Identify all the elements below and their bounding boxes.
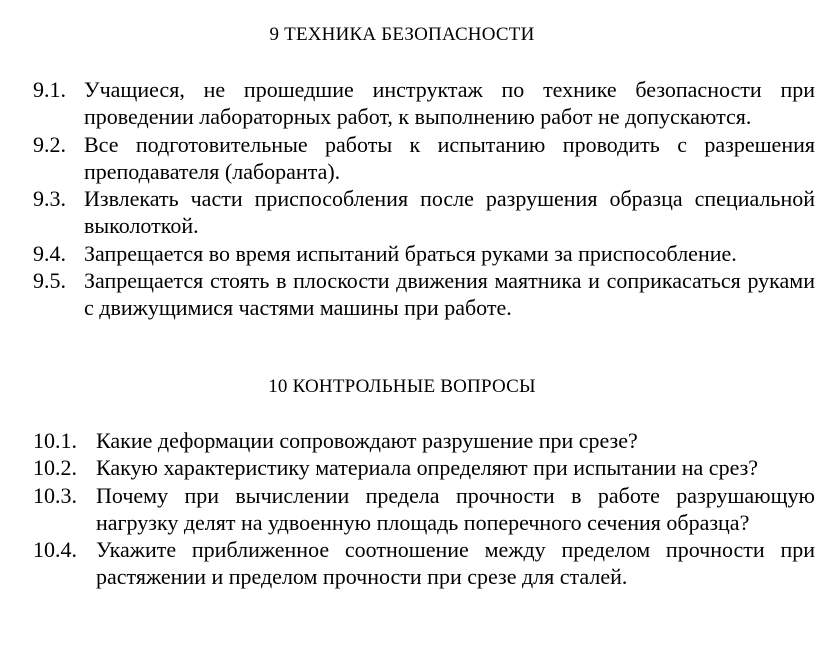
item-number: 10.4.	[33, 537, 77, 563]
item-text: Укажите приближенное соотношение между пределом прочности при растяжении и пределом прочности при срезе для сталей.	[96, 537, 815, 590]
list-item	[33, 76, 815, 131]
item-number: 10.2.	[33, 455, 77, 481]
item-text: Почему при вычислении предела прочности в работе разрушающую нагрузку делят на удвоенную площадь поперечного сечения образца?	[96, 482, 815, 535]
item-number: 10.3.	[33, 482, 77, 508]
item-text: Запрещается стоять в плоскости движения маятника и соприкасаться руками с движущимися частями машины при работе.	[84, 268, 815, 321]
item-number: 9.5.	[33, 268, 66, 294]
item-number: 9.2.	[33, 131, 66, 157]
item-text: Какую характеристику материала определяют при испытании на срез?	[96, 455, 759, 481]
list-item	[33, 267, 815, 322]
list-item	[33, 131, 815, 186]
item-number: 9.1.	[33, 77, 66, 102]
item-text: Запрещается во время испытаний браться руками за приспособление.	[84, 240, 737, 266]
questions-heading: 10 КОНТРОЛЬНЫЕ ВОПРОСЫ	[268, 376, 536, 397]
safety-heading: 9 ТЕХНИКА БЕЗОПАСНОСТИ	[269, 24, 535, 45]
safety-list	[33, 76, 815, 322]
list-item	[33, 536, 815, 591]
item-number: 10.1.	[33, 428, 77, 453]
list-item	[33, 185, 815, 240]
list-item	[33, 240, 815, 267]
item-text: Какие деформации сопровождают разрушение при срезе?	[96, 428, 638, 453]
item-number: 9.3.	[33, 186, 66, 212]
list-item	[33, 454, 815, 481]
questions-list	[33, 427, 815, 591]
list-item	[33, 482, 815, 537]
item-text: Все подготовительные работы к испытанию проводить с разрешения преподавателя (лаборанта).	[84, 131, 815, 184]
item-text: Учащиеся, не прошедшие инструктаж по технике безопасности при проведении лабораторных работ, к выполнению работ не допускаются.	[84, 77, 815, 130]
item-number: 9.4.	[33, 240, 66, 266]
list-item	[33, 427, 815, 454]
item-text: Извлекать части приспособления после разрушения образца специальной выколоткой.	[84, 186, 815, 239]
